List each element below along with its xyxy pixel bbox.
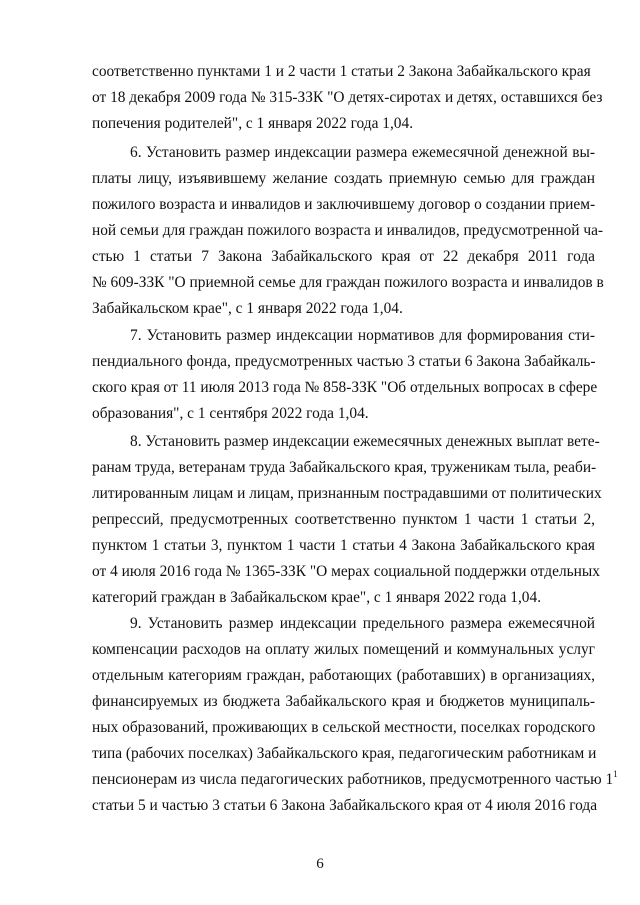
paragraph-6-first-line: 6. Установить размер индексации размера ежемесячной денежной вы- (130, 144, 595, 161)
text-line: образования", с 1 сентября 2022 года 1,04. (92, 405, 369, 422)
text-line: отдельным категориям граждан, работающих (работавших) в организациях, (92, 667, 595, 684)
text-line: репрессий, предусмотренных соответственно пунктом 1 части 1 статьи 2, (92, 511, 595, 528)
text-line: статьи 5 и частью 3 статьи 6 Закона Забайкальского края от 4 июля 2016 года (92, 797, 598, 814)
text-fragment: пенсионерам из числа педагогических работников, предусмотренного частью 1 (92, 771, 614, 788)
text-line: ского края от 11 июля 2013 года № 858-ЗЗК "Об отдельных вопросах в сфере (92, 379, 598, 396)
text-line: пунктом 1 статьи 3, пунктом 1 части 1 статьи 4 Закона Забайкальского края (92, 537, 595, 554)
text-line: соответственно пунктами 1 и 2 части 1 статьи 2 Закона Забайкальского края (92, 63, 591, 80)
superscript: 1 (613, 769, 618, 779)
text-line: Забайкальском крае", с 1 января 2022 года 1,04. (92, 300, 403, 317)
text-line-with-superscript (92, 769, 618, 790)
paragraph-9-first-line: 9. Установить размер индексации предельного размера ежемесячной (130, 615, 595, 632)
text-line: типа (рабочих поселках) Забайкальского края, педагогическим работникам и (92, 745, 597, 762)
text-line: стью 1 статьи 7 Закона Забайкальского края от 22 декабря 2011 года (92, 248, 595, 265)
text-line: финансируемых из бюджета Забайкальского края и бюджетов муниципаль- (92, 693, 595, 710)
text-line: платы лицу, изъявившему желание создать приемную семью для граждан (92, 170, 595, 187)
paragraph-7-first-line: 7. Установить размер индексации нормативов для формирования сти- (130, 327, 595, 344)
text-line: пожилого возраста и инвалидов и заключившему договор о создании прием- (92, 196, 596, 213)
text-line: от 18 декабря 2009 года № 315-ЗЗК "О детях-сиротах и детях, оставшихся без (92, 89, 603, 106)
text-line: категорий граждан в Забайкальском крае", с 1 января 2022 года 1,04. (92, 589, 542, 606)
text-line: ранам труда, ветеранам труда Забайкальского края, труженикам тыла, реаби- (92, 459, 597, 476)
text-line: ных образований, проживающих в сельской местности, поселках городского (92, 719, 596, 736)
text-line: пендиального фонда, предусмотренных частью 3 статьи 6 Закона Забайкаль- (92, 353, 596, 370)
text-line: компенсации расходов на оплату жилых помещений и коммунальных услуг (92, 641, 595, 658)
page-number: 6 (316, 856, 324, 872)
text-line: от 4 июля 2016 года № 1365-ЗЗК "О мерах социальной поддержки отдельных (92, 563, 600, 580)
text-line: № 609-ЗЗК "О приемной семье для граждан пожилого возраста и инвалидов в (92, 274, 604, 291)
paragraph-8-first-line: 8. Установить размер индексации ежемесячных денежных выплат вете- (130, 433, 600, 450)
text-line: литированным лицам и лицам, признанным пострадавшими от политических (92, 485, 602, 502)
text-line: попечения родителей", с 1 января 2022 года 1,04. (92, 115, 414, 132)
text-line: ной семьи для граждан пожилого возраста и инвалидов, предусмотренной ча- (92, 222, 604, 239)
